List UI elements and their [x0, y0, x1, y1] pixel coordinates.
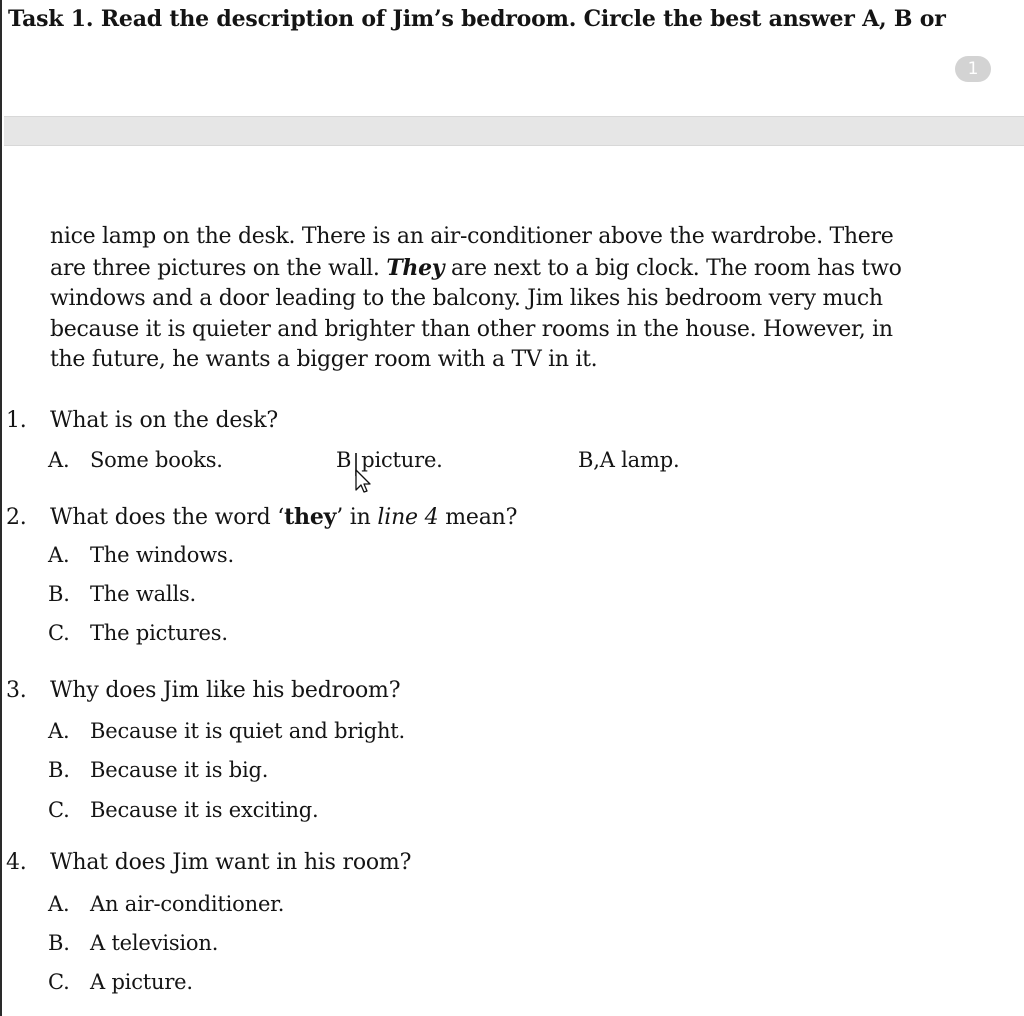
q1-option-a[interactable] [48, 448, 223, 472]
option-letter: C. [48, 970, 70, 994]
passage-emphasis: They [386, 254, 445, 281]
option-letter: B. [48, 758, 70, 782]
q3-option-a[interactable] [48, 719, 405, 743]
question-number: 4. [6, 850, 27, 875]
option-text: A television. [90, 931, 219, 955]
page-divider-band [4, 116, 1024, 146]
option-letter: B,A lamp. [578, 448, 680, 472]
q3-option-c[interactable] [48, 798, 319, 822]
passage-text: are three pictures on the wall. [50, 255, 387, 281]
option-text: Because it is exciting. [90, 798, 319, 822]
option-letter: A. [48, 892, 70, 916]
q4-option-b[interactable] [48, 931, 218, 955]
passage-line [50, 253, 996, 285]
question-4 [6, 850, 411, 875]
question-text: What is on the desk? [50, 408, 278, 433]
option-text: Some books. [90, 448, 223, 472]
page-left-border [0, 0, 2, 1016]
option-text: An air-conditioner. [90, 892, 285, 916]
q4-option-a[interactable] [48, 892, 284, 916]
question-text: What does the word ‘ [50, 505, 285, 530]
option-text: picture. [361, 448, 443, 472]
question-text-bold: they [284, 504, 337, 530]
question-text: Why does Jim like his bedroom? [50, 678, 401, 703]
number-badge: 1 [955, 56, 991, 82]
question-number: 2. [6, 505, 27, 530]
option-text: A picture. [90, 970, 193, 994]
option-text: Because it is big. [90, 758, 269, 782]
q2-option-c[interactable] [48, 621, 228, 645]
option-letter: C. [48, 621, 70, 645]
option-text: The windows. [90, 543, 234, 567]
option-letter: B [336, 448, 352, 472]
q4-option-c[interactable] [48, 970, 193, 994]
option-letter: B. [48, 931, 70, 955]
question-number: 1. [6, 408, 27, 433]
question-3 [6, 678, 400, 703]
option-text: Because it is quiet and bright. [90, 719, 406, 743]
passage-line: nice lamp on the desk. There is an air-conditioner above the wardrobe. There [50, 224, 894, 249]
reading-passage [50, 222, 996, 376]
passage-line: the future, he wants a bigger room with a TV in it. [50, 347, 598, 372]
passage-text: are next to a big clock. The room has two [444, 255, 902, 281]
question-text-italic: line 4 [377, 505, 439, 530]
q3-option-b[interactable] [48, 758, 268, 782]
passage-line: windows and a door leading to the balcony. Jim likes his bedroom very much [50, 286, 883, 311]
option-letter: A. [48, 543, 70, 567]
q2-option-a[interactable] [48, 543, 234, 567]
option-letter: A. [48, 719, 70, 743]
question-text: mean? [438, 505, 518, 530]
q2-option-b[interactable] [48, 582, 196, 606]
question-1 [6, 408, 278, 433]
task-title: Task 1. Read the description of Jim’s bedroom. Circle the best answer A, B or [8, 6, 946, 32]
option-letter: A. [48, 448, 70, 472]
question-text: ’ in [336, 505, 378, 530]
q1-option-c[interactable] [578, 448, 679, 472]
passage-line: because it is quieter and brighter than other rooms in the house. However, in [50, 316, 893, 342]
option-text: The pictures. [90, 621, 228, 645]
question-text: What does Jim want in his room? [50, 850, 412, 875]
question-2 [6, 504, 517, 530]
question-number: 3. [6, 678, 27, 703]
option-text: The walls. [90, 582, 197, 606]
option-letter: C. [48, 798, 70, 822]
text-cursor-icon [352, 452, 374, 494]
option-letter: B. [48, 582, 70, 606]
